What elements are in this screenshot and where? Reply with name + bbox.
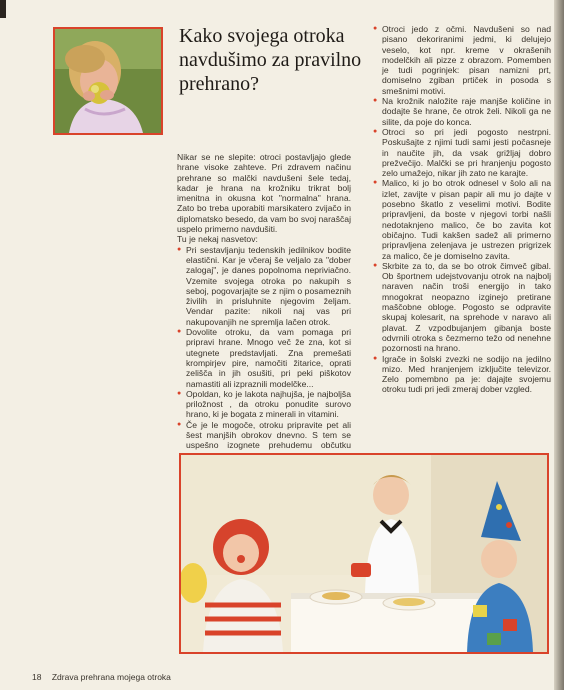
tips-label: Tu je nekaj nasvetov: (177, 234, 258, 245)
children-birthday-party-photo (179, 453, 549, 654)
list-item: ● Igrače in šolski zvezki ne sodijo na jedilno mizo. Med hranjenjem izključite televizor. Zelo pomembno pa je: dajajte svojemu otroku tudi pri jedi zmeraj dober vzgled. (373, 354, 551, 395)
page-edge (554, 0, 564, 690)
right-tips-list (373, 24, 551, 395)
list-item: ● Dovolite otroku, da vam pomaga pri pripravi hrane. Mnogo več že zna, kot si utegnete predstavljati. Zna premešati krompirjev pire, namočiti žitarice, oprati zelišča in jih osušiti, pri peki piškotov namastiti ali izpraznili modelčke... (177, 327, 351, 389)
list-item: ● Če je le mogoče, otroku pripravite pet ali šest manjših obrokov dnevno. S tem se uspešno izognete prehudemu občutku (177, 420, 351, 461)
list-item: ● Otroci so pri jedi pogosto nestrpni. Poskušajte z njimi tudi sami jesti počasneje in naučite jih, da vsak grižljaj dobro prežvečijo. Malčki se pri hranjenju pogosto zelo umažejo, nikar jih zato ne karajte. (373, 127, 551, 178)
list-item: ● Otroci jedo z očmi. Navdušeni so nad pisano dekoriranimi jedmi, ki delujejo veselo, kot npr. kreme v okrašenih modelčkih ali pizze z obrazom. Pomemben je tudi pogrinjek: pisan namizni prt, domiselno zgiban prtiček in posoda s smešnimi motivi. (373, 24, 551, 96)
corner-tab (0, 0, 6, 18)
list-item: ● Skrbite za to, da se bo otrok čimveč gibal. Ob športnem udejstvovanju otrok na najbolj naraven način troši energijo in tako mnogokrat neopazno izginejo pretirane maščobne obloge. Pogosto se odpravite skupaj kolesarit, na sprehode v naravo ali plavat. Z vzpodbujanjem gibanja boste odvrnili otroka s čezmerno težo od nenehne pozornosti na hrano. (373, 261, 551, 354)
left-column (177, 152, 351, 461)
list-item: ● Pri sestavljanju tedenskih jedilnikov bodite elastični. Kar je včeraj še veljalo za "dober zalogaj", je danes popolnoma nepriviačno. Vzemite svojega otroka po nakupih s seboj, pogovarjajte se z njim o posameznih živilih in prisluhnite njegovim željam. Vendar pazite: nikoli naj vas pri nakupovanjih ne spremlja lačen otrok. (177, 245, 351, 327)
left-tips-list (177, 245, 351, 461)
right-column (373, 24, 551, 395)
list-item: ● Opoldan, ko je lakota najhujša, je najboljša priložnost , da otroku ponudite surovo hrano, ki je bogata z minerali in vitamini. (177, 389, 351, 420)
page-footer (32, 672, 171, 682)
intro-paragraph: Nikar se ne slepite: otroci postavljajo glede hrane visoke zahteve. Pri zdravem načinu prehrane so malčki navdušeni šele tedaj, kadar je hrana na krožniku trikrat bolj imenitna in okusna kot "normalna" hrana. Zato bo treba uporabiti marsikatero zvijačo in diplomatsko besedo, da vam bo svoj naraščaj uspelo primerno navdušiti. (177, 152, 351, 235)
girl-eating-apple-photo (53, 27, 163, 135)
page-title: Kako svojega otroka navdušimo za pravilno prehrano? (179, 25, 362, 95)
list-item: ● Na krožnik naložite raje manjše količine in dodajte še hrane, če otrok želi. Nikoli ga ne silite, da poje do konca. (373, 96, 551, 127)
page-number: 18 (32, 672, 42, 682)
running-title: Zdrava prehrana mojega otroka (51, 672, 171, 682)
list-item: ● Malico, ki jo bo otrok odnesel v šolo ali na izlet, zavijte v pisan papir ali mu jo dajte v posebno škatlo z veselimi motivi. Bodite pripravljeni, da boste v njegovi torbi našli nedotaknjeno malico, če bo zavita kot običajno. Tudi kakšen sadež ali primerno pripravljena zelenjava je ustrezen prigrizek za malico, če je domiselno zavita. (373, 178, 551, 260)
